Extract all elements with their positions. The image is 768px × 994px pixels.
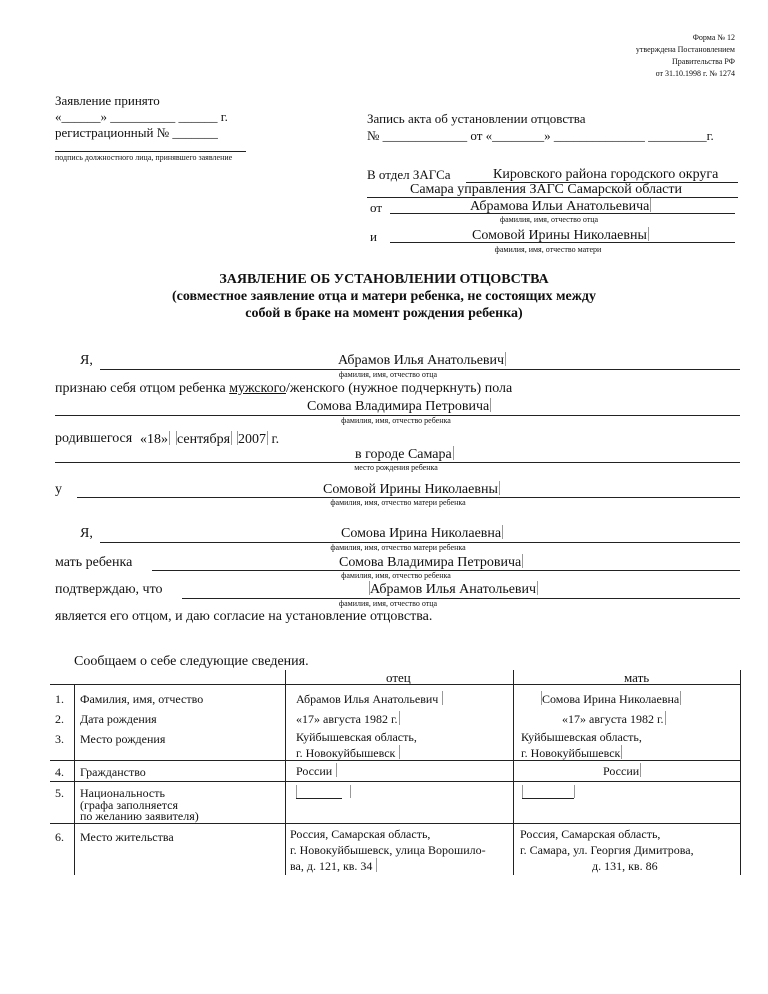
row5-mother-blank bbox=[522, 798, 574, 799]
father-i-label: Я, bbox=[80, 353, 93, 368]
row3-mother: Куйбышевская область, г. Новокуйбышевск bbox=[521, 730, 642, 760]
form-number: Форма № 12 bbox=[692, 33, 735, 42]
child-name-value: Сомова Владимира Петровича bbox=[307, 399, 490, 414]
row1-mother: Сомова Ирина Николаевна bbox=[542, 692, 680, 706]
zags-to-value-2: Самара управления ЗАГС Самарской области bbox=[410, 182, 682, 197]
mother-child-value: Сомова Владимира Петровича bbox=[339, 555, 522, 570]
mother-name-value-2: Сомова Ирина Николаевна bbox=[341, 526, 502, 541]
table-vline-4 bbox=[740, 670, 741, 875]
mother-of-child-label: мать ребенка bbox=[55, 555, 133, 570]
row5-father-blank bbox=[296, 798, 342, 799]
row5-num: 5. bbox=[55, 786, 64, 800]
row4-label: Гражданство bbox=[80, 765, 146, 779]
form-approval-block bbox=[636, 32, 735, 80]
confirm-line bbox=[182, 598, 740, 599]
row5-mother-cursor-r bbox=[574, 785, 575, 798]
row3-label: Место рождения bbox=[80, 732, 166, 746]
born-label: родившегося bbox=[55, 431, 133, 446]
table-top-border bbox=[50, 684, 740, 685]
born-day: «18» bbox=[140, 432, 168, 447]
table-row-border-5 bbox=[50, 823, 740, 824]
row5-father-cursor-r bbox=[350, 785, 351, 798]
zags-and-caption: фамилия, имя, отчество матери bbox=[494, 245, 602, 254]
approved-line-2: Правительства РФ bbox=[672, 57, 735, 66]
row2-father: «17» августа 1982 г. bbox=[296, 712, 398, 726]
row6-father: Россия, Самарская область, г. Новокуйбышевск, улица Ворошило- ва, д. 121, кв. 34 bbox=[290, 827, 486, 873]
recognize-male-underlined: мужского bbox=[229, 381, 286, 396]
act-record-block bbox=[367, 110, 714, 144]
title-line-3: собой в браке на момент рождения ребенка) bbox=[245, 306, 523, 321]
row6-label: Место жительства bbox=[80, 830, 174, 844]
approved-line-1: утверждена Постановлением bbox=[635, 45, 735, 54]
accepted-title: Заявление принято bbox=[55, 93, 160, 108]
signature-caption: подпись должностного лица, принявшего заявление bbox=[55, 153, 233, 162]
title-line-2: (совместное заявление отца и матери ребенка, не состоящих между bbox=[171, 289, 596, 304]
table-vline-1 bbox=[74, 685, 75, 875]
accepted-date: «______» __________ ______ г. bbox=[55, 109, 228, 124]
row2-num: 2. bbox=[55, 712, 64, 726]
mother-child-caption: фамилия, имя, отчество ребенка bbox=[341, 571, 451, 580]
birth-place-caption: место рождения ребенка bbox=[354, 463, 438, 472]
confirm-father-caption: фамилия, имя, отчество отца bbox=[338, 599, 438, 608]
mother-u-label: у bbox=[55, 482, 62, 497]
zags-from-label: от bbox=[370, 200, 383, 215]
row5-mother-cursor-l bbox=[522, 785, 523, 798]
title-line-1: ЗАЯВЛЕНИЕ ОБ УСТАНОВЛЕНИИ ОТЦОВСТВА bbox=[219, 272, 549, 287]
confirm-label: подтверждаю, что bbox=[55, 582, 163, 597]
row4-mother: России bbox=[603, 764, 640, 778]
row4-father: России bbox=[296, 763, 337, 779]
row5-label: Национальность bbox=[80, 786, 165, 800]
birth-place-value: в городе Самара bbox=[355, 447, 452, 462]
approved-line-3: от 31.10.1998 г. № 1274 bbox=[655, 69, 735, 78]
act-record-title: Запись акта об установлении отцовства bbox=[367, 111, 586, 126]
father-name-caption: фамилия, имя, отчество отца bbox=[338, 370, 438, 379]
recognize-prefix: признаю себя отцом ребенка bbox=[55, 381, 230, 396]
father-name-value: Абрамов Илья Анатольевич bbox=[338, 353, 505, 368]
recognize-suffix: /женского (нужное подчеркнуть) пола bbox=[285, 381, 513, 396]
zags-from-caption: фамилия, имя, отчество отца bbox=[499, 215, 599, 224]
zags-to-label: В отдел ЗАГСа bbox=[367, 167, 451, 182]
row2-label: Дата рождения bbox=[80, 712, 157, 726]
act-record-number: № _____________ от «________» ______________ _________г. bbox=[367, 128, 714, 143]
row2-mother: «17» августа 1982 г. bbox=[562, 712, 664, 726]
born-year: 2007 г. bbox=[238, 432, 280, 447]
row1-label: Фамилия, имя, отчество bbox=[80, 692, 204, 706]
mother-i-label: Я, bbox=[80, 526, 93, 541]
born-month: сентября bbox=[177, 432, 231, 447]
row3-father: Куйбышевская область, г. Новокуйбышевск bbox=[296, 730, 417, 760]
registration-number: регистрационный № _______ bbox=[55, 125, 218, 140]
signature-line bbox=[55, 151, 246, 152]
col-father-header: отец bbox=[386, 670, 411, 685]
row1-num: 1. bbox=[55, 692, 64, 706]
row5-father-cursor-l bbox=[296, 785, 297, 798]
recognize-text bbox=[55, 381, 512, 397]
document-title bbox=[0, 271, 768, 322]
confirm-father-value: Абрамов Илья Анатольевич bbox=[370, 582, 537, 597]
row4-num: 4. bbox=[55, 765, 64, 779]
mother-name-value-1: Сомовой Ирины Николаевны bbox=[323, 482, 498, 497]
mother-caption-1: фамилия, имя, отчество матери ребенка bbox=[330, 498, 466, 507]
row3-num: 3. bbox=[55, 732, 64, 746]
row1-father: Абрамов Илья Анатольевич bbox=[296, 691, 443, 707]
info-intro: Сообщаем о себе следующие сведения. bbox=[74, 654, 309, 669]
table-vline-2 bbox=[285, 670, 286, 875]
consent-text: является его отцом, и даю согласие на установление отцовства. bbox=[55, 609, 433, 624]
zags-and-value: Сомовой Ирины Николаевны bbox=[472, 228, 647, 243]
table-row-border-4 bbox=[50, 781, 740, 782]
zags-to-value-1: Кировского района городского округа bbox=[493, 167, 719, 182]
accepted-block bbox=[55, 93, 228, 141]
col-mother-header: мать bbox=[624, 670, 650, 685]
child-name-caption: фамилия, имя, отчество ребенка bbox=[341, 416, 451, 425]
mother-caption-2: фамилия, имя, отчество матери ребенка bbox=[330, 543, 466, 552]
row5-note: (графа заполняется по желанию заявителя) bbox=[80, 798, 199, 823]
zags-and-label: и bbox=[370, 229, 377, 244]
table-vline-3 bbox=[513, 670, 514, 875]
row6-mother: Россия, Самарская область, г. Самара, ул. Георгия Димитрова, д. 131, кв. 86 bbox=[520, 827, 694, 873]
row6-num: 6. bbox=[55, 830, 64, 844]
zags-from-value: Абрамова Ильи Анатольевича bbox=[470, 199, 650, 214]
